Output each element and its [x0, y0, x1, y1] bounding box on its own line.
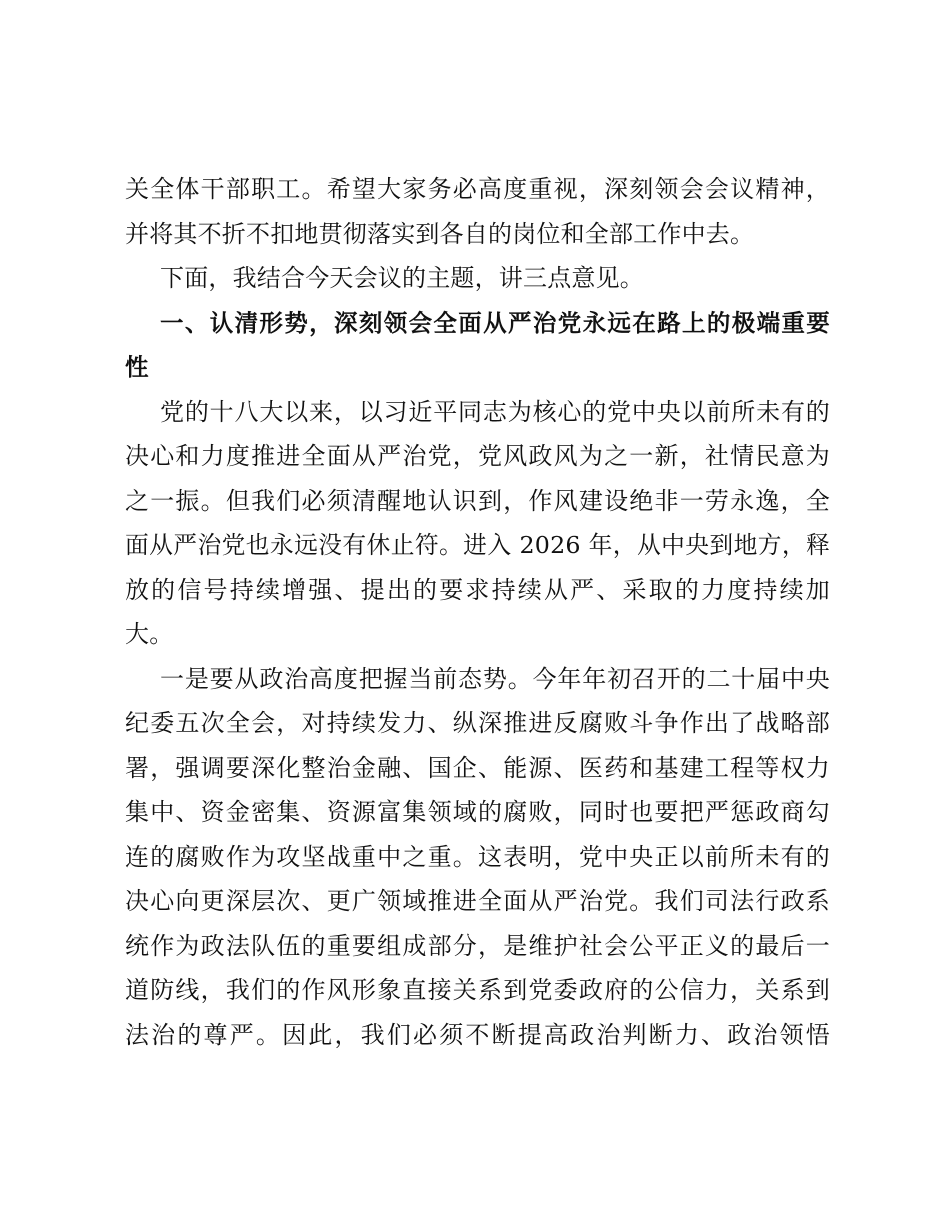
paragraph-line: 党的十八大以来，以习近平同志为核心的党中央以前所未有的	[160, 397, 830, 426]
paragraph-line: 放的信号持续增强、提出的要求持续从严、采取的力度持续加	[125, 575, 830, 604]
document-body	[125, 167, 830, 1057]
paragraph-line: 下面，我结合今天会议的主题，讲三点意见。	[160, 264, 644, 292]
paragraph-line: 集中、资金密集、资源富集领域的腐败，同时也要把严惩政商勾	[125, 798, 830, 826]
paragraph-line: 一是要从政治高度把握当前态势。今年年初召开的二十届中央	[160, 664, 830, 693]
paragraph-line: 面从严治党也永远没有休止符。进入 2026 年，从中央到地方，释	[125, 531, 830, 559]
section-heading-line: 性	[125, 353, 149, 381]
paragraph-line: 纪委五次全会，对持续发力、纵深推进反腐败斗争作出了战略部	[125, 709, 830, 737]
paragraph-line: 道防线，我们的作风形象直接关系到党委政府的公信力，关系到	[125, 976, 830, 1004]
paragraph-line: 之一振。但我们必须清醒地认识到，作风建设绝非一劳永逸，全	[125, 486, 830, 515]
paragraph-line: 署，强调要深化整治金融、国企、能源、医药和基建工程等权力	[125, 753, 830, 782]
paragraph-line: 决心向更深层次、更广领域推进全面从严治党。我们司法行政系	[125, 887, 830, 915]
section-heading-line: 一、认清形势，深刻领会全面从严治党永远在路上的极端重要	[160, 308, 830, 337]
paragraph-line: 连的腐败作为攻坚战重中之重。这表明，党中央正以前所未有的	[125, 842, 830, 871]
paragraph-line: 法治的尊严。因此，我们必须不断提高政治判断力、政治领悟	[125, 1020, 830, 1049]
paragraph-line: 关全体干部职工。希望大家务必高度重视，深刻领会会议精神，	[125, 175, 830, 203]
paragraph-line: 决心和力度推进全面从严治党，党风政风为之一新，社情民意为	[125, 442, 830, 470]
paragraph-line: 大。	[125, 620, 174, 648]
paragraph-line: 统作为政法队伍的重要组成部分，是维护社会公平正义的最后一	[125, 931, 830, 960]
paragraph-line: 并将其不折不扣地贯彻落实到各自的岗位和全部工作中去。	[125, 219, 755, 248]
